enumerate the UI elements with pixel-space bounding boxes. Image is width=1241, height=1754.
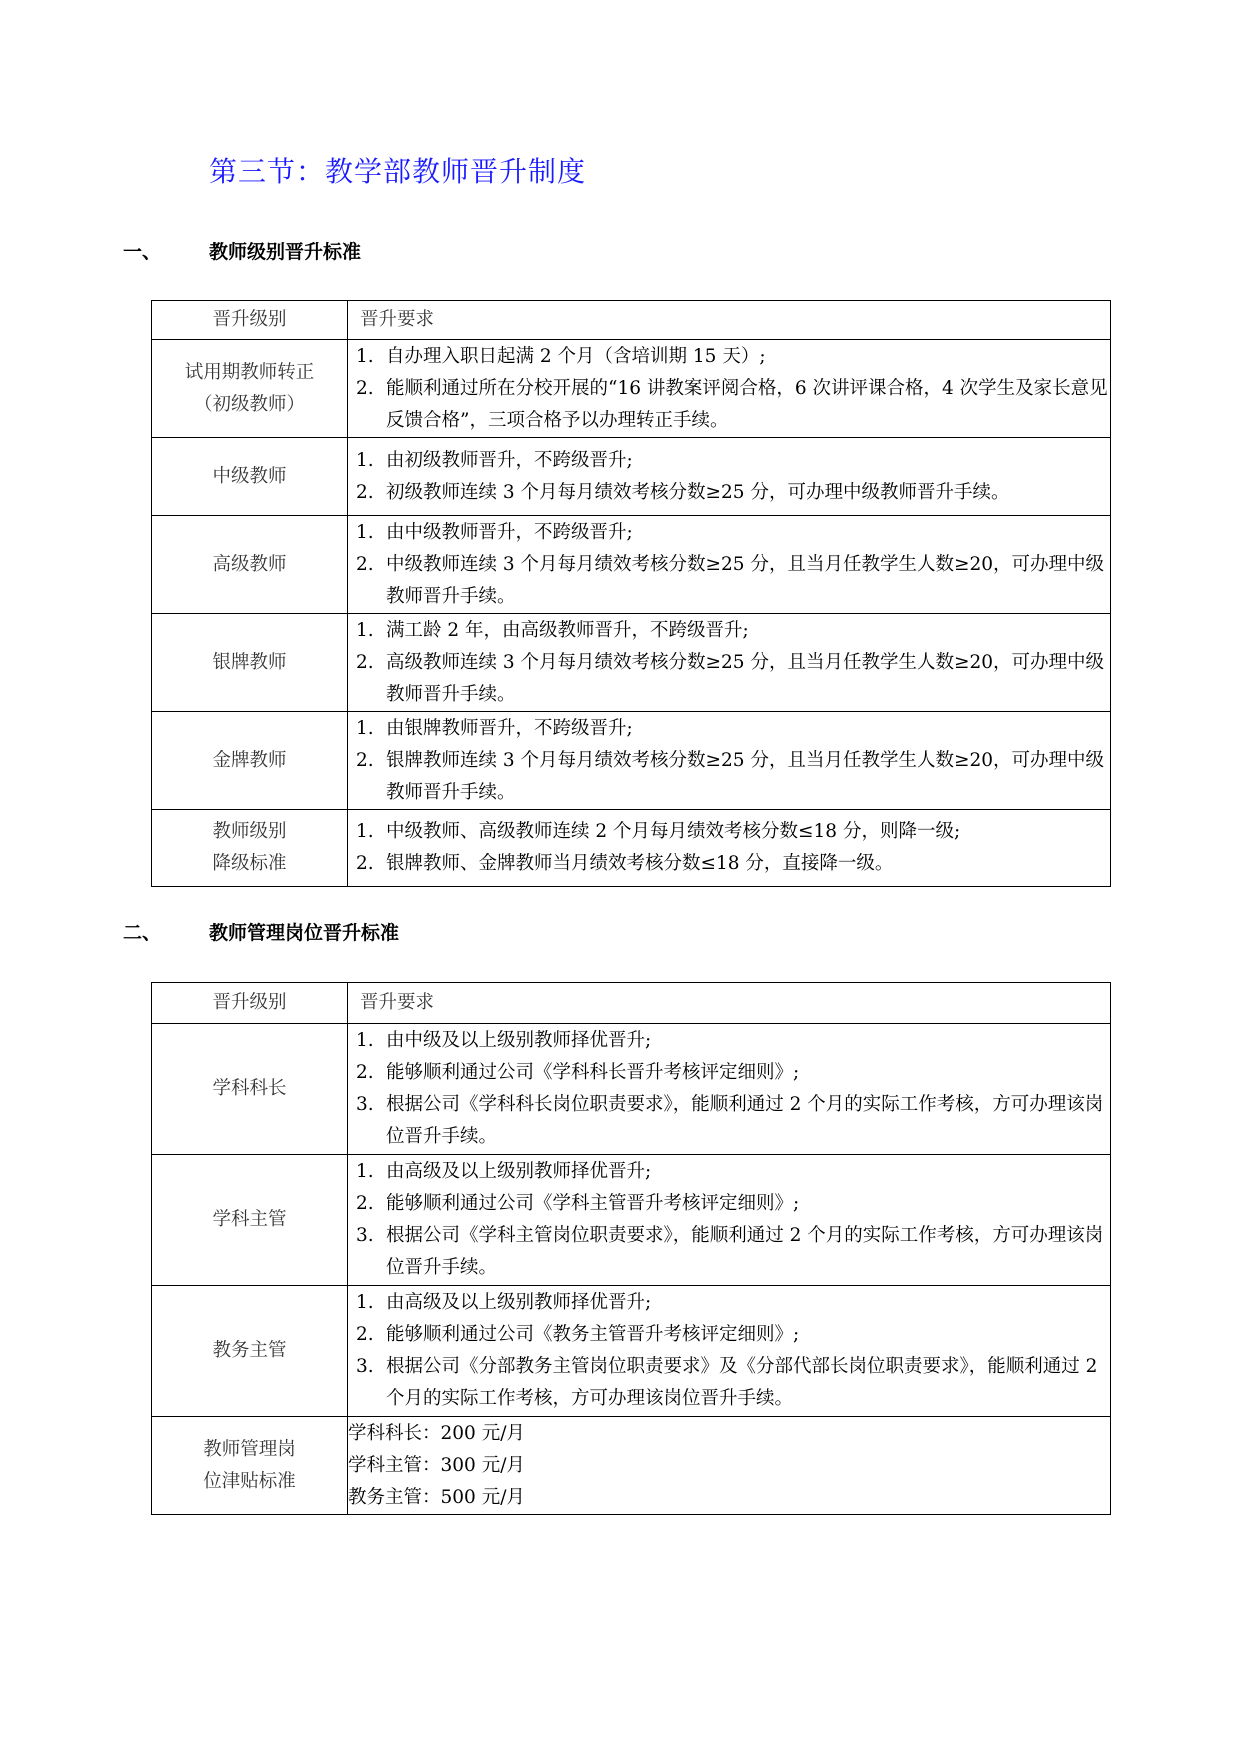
list-item bbox=[348, 373, 1110, 437]
item-number: 1. bbox=[356, 1161, 374, 1182]
item-text: 根据公司《学科主管岗位职责要求》，能顺利通过 2 个月的实际工作考核，方可办理该岗位晋升手续。 bbox=[386, 1225, 1104, 1278]
item-number: 2. bbox=[356, 1062, 374, 1083]
item-text: 自办理入职日起满 2 个月（含培训期 15 天）; bbox=[386, 345, 766, 367]
level-cell bbox=[152, 1155, 348, 1286]
list-item bbox=[348, 713, 1110, 745]
item-number: 3. bbox=[356, 1356, 374, 1377]
list-item bbox=[348, 1025, 1110, 1057]
level-line: 教务主管 bbox=[212, 1340, 287, 1361]
level-cell bbox=[152, 810, 348, 887]
table-row bbox=[152, 438, 1111, 516]
requirements-cell bbox=[348, 1024, 1111, 1155]
item-text: 由高级及以上级别教师择优晋升; bbox=[386, 1161, 652, 1182]
level-line: 中级教师 bbox=[212, 465, 287, 487]
header-requirements: 晋升要求 bbox=[348, 983, 1111, 1024]
item-text: 由中级教师晋升，不跨级晋升; bbox=[386, 521, 633, 543]
list-item bbox=[348, 549, 1110, 613]
list-item bbox=[348, 1188, 1110, 1220]
item-number: 3. bbox=[356, 1094, 374, 1115]
list-item bbox=[348, 1319, 1110, 1351]
table-header-row bbox=[152, 301, 1111, 340]
level-cell bbox=[152, 1024, 348, 1155]
level-line: 金牌教师 bbox=[212, 749, 287, 771]
management-position-promotion-table bbox=[151, 982, 1111, 1515]
item-number: 2. bbox=[356, 481, 374, 503]
item-number: 1. bbox=[356, 449, 374, 471]
list-item bbox=[348, 848, 1110, 880]
page-title: 第三节：教学部教师晋升制度 bbox=[209, 155, 587, 188]
list-item bbox=[348, 341, 1110, 373]
item-text: 能够顺利通过公司《教务主管晋升考核评定细则》; bbox=[386, 1324, 800, 1345]
requirements-cell bbox=[348, 438, 1111, 516]
level-line: 学科主管 bbox=[212, 1209, 287, 1230]
item-number: 1. bbox=[356, 1292, 374, 1313]
item-text: 由银牌教师晋升，不跨级晋升; bbox=[386, 717, 633, 739]
item-number: 1. bbox=[356, 1030, 374, 1051]
requirements-cell bbox=[348, 712, 1111, 810]
header-level: 晋升级别 bbox=[152, 301, 348, 340]
item-text: 能够顺利通过公司《学科科长晋升考核评定细则》; bbox=[386, 1062, 800, 1083]
table-row bbox=[152, 1286, 1111, 1417]
list-item bbox=[348, 1220, 1110, 1284]
item-number: 1. bbox=[356, 345, 374, 367]
requirements-cell bbox=[348, 516, 1111, 614]
table-row bbox=[152, 1024, 1111, 1155]
requirements-cell bbox=[348, 614, 1111, 712]
section-heading-management-positions bbox=[123, 919, 399, 947]
table-row bbox=[152, 516, 1111, 614]
table-row bbox=[152, 1155, 1111, 1286]
allowance-line: 学科主管：300 元/月 bbox=[348, 1454, 525, 1476]
table-row bbox=[152, 340, 1111, 438]
list-item bbox=[348, 816, 1110, 848]
table-row bbox=[152, 614, 1111, 712]
item-text: 由高级及以上级别教师择优晋升; bbox=[386, 1292, 652, 1313]
item-text: 能够顺利通过公司《学科主管晋升考核评定细则》; bbox=[386, 1193, 800, 1214]
table-row bbox=[152, 1417, 1111, 1515]
section-heading-teacher-levels bbox=[123, 238, 361, 266]
list-item bbox=[348, 477, 1110, 509]
table-row bbox=[152, 712, 1111, 810]
item-number: 2. bbox=[356, 1193, 374, 1214]
item-number: 1. bbox=[356, 521, 374, 543]
item-text: 根据公司《分部教务主管岗位职责要求》及《分部代部长岗位职责要求》，能顺利通过 2 个月的实际工作考核，方可办理该岗位晋升手续。 bbox=[386, 1356, 1098, 1409]
list-item bbox=[348, 615, 1110, 647]
item-number: 3. bbox=[356, 1225, 374, 1246]
allowance-line: 学科科长：200 元/月 bbox=[348, 1422, 525, 1444]
list-item bbox=[348, 1089, 1110, 1153]
item-text: 中级教师、高级教师连续 2 个月每月绩效考核分数≤18 分，则降一级; bbox=[386, 821, 961, 842]
level-cell bbox=[152, 340, 348, 438]
teacher-level-promotion-table bbox=[151, 300, 1111, 887]
list-item bbox=[348, 517, 1110, 549]
item-text: 由初级教师晋升，不跨级晋升; bbox=[386, 449, 633, 471]
level-cell bbox=[152, 1417, 348, 1515]
item-text: 根据公司《学科科长岗位职责要求》，能顺利通过 2 个月的实际工作考核，方可办理该岗位晋升手续。 bbox=[386, 1094, 1104, 1147]
list-item bbox=[348, 1156, 1110, 1188]
table-row bbox=[152, 810, 1111, 887]
allowance-cell bbox=[348, 1417, 1111, 1515]
item-number: 2. bbox=[356, 377, 374, 399]
level-line: 学科科长 bbox=[212, 1078, 287, 1099]
item-number: 2. bbox=[356, 1324, 374, 1345]
item-number: 1. bbox=[356, 619, 374, 641]
header-requirements: 晋升要求 bbox=[348, 301, 1111, 340]
item-number: 2. bbox=[356, 553, 374, 575]
section-title: 教师管理岗位晋升标准 bbox=[209, 922, 400, 944]
item-number: 1. bbox=[356, 821, 374, 842]
level-cell bbox=[152, 1286, 348, 1417]
section-number: 二、 bbox=[123, 922, 162, 944]
level-line: 教师管理岗 bbox=[203, 1438, 296, 1460]
allowance-line: 教务主管：500 元/月 bbox=[348, 1486, 525, 1508]
level-line: 高级教师 bbox=[212, 553, 287, 575]
list-item bbox=[348, 647, 1110, 711]
list-item bbox=[348, 1057, 1110, 1089]
level-cell bbox=[152, 438, 348, 516]
item-number: 2. bbox=[356, 651, 374, 673]
level-line: 降级标准 bbox=[212, 853, 287, 874]
item-number: 2. bbox=[356, 853, 374, 874]
list-item bbox=[348, 1287, 1110, 1319]
item-text: 能顺利通过所在分校开展的“16 讲教案评阅合格，6 次讲评课合格，4 次学生及家长意见反馈合格”，三项合格予以办理转正手续。 bbox=[386, 377, 1108, 431]
item-text: 银牌教师、金牌教师当月绩效考核分数≤18 分，直接降一级。 bbox=[386, 853, 894, 874]
level-line: 试用期教师转正 bbox=[184, 361, 315, 383]
item-text: 满工龄 2 年，由高级教师晋升，不跨级晋升; bbox=[386, 619, 749, 641]
level-cell bbox=[152, 614, 348, 712]
section-number: 一、 bbox=[123, 241, 162, 263]
level-cell bbox=[152, 712, 348, 810]
item-number: 1. bbox=[356, 717, 374, 739]
requirements-cell bbox=[348, 1286, 1111, 1417]
header-level: 晋升级别 bbox=[152, 983, 348, 1024]
list-item bbox=[348, 1351, 1110, 1415]
list-item bbox=[348, 445, 1110, 477]
requirements-cell bbox=[348, 340, 1111, 438]
section-title: 教师级别晋升标准 bbox=[209, 241, 362, 263]
requirements-cell bbox=[348, 810, 1111, 887]
level-cell bbox=[152, 516, 348, 614]
level-line: 银牌教师 bbox=[212, 651, 287, 673]
item-number: 2. bbox=[356, 749, 374, 771]
item-text: 中级教师连续 3 个月每月绩效考核分数≥25 分，且当月任教学生人数≥20，可办理中级教师晋升手续。 bbox=[386, 553, 1104, 607]
requirements-cell bbox=[348, 1155, 1111, 1286]
level-line: 位津贴标准 bbox=[203, 1470, 296, 1492]
list-item bbox=[348, 745, 1110, 809]
level-line: 教师级别 bbox=[212, 821, 287, 842]
item-text: 由中级及以上级别教师择优晋升; bbox=[386, 1030, 652, 1051]
table-header-row bbox=[152, 983, 1111, 1024]
item-text: 高级教师连续 3 个月每月绩效考核分数≥25 分，且当月任教学生人数≥20，可办理中级教师晋升手续。 bbox=[386, 651, 1104, 705]
item-text: 初级教师连续 3 个月每月绩效考核分数≥25 分，可办理中级教师晋升手续。 bbox=[386, 481, 1010, 503]
level-line: （初级教师） bbox=[193, 393, 305, 415]
item-text: 银牌教师连续 3 个月每月绩效考核分数≥25 分，且当月任教学生人数≥20，可办理中级教师晋升手续。 bbox=[386, 749, 1104, 803]
